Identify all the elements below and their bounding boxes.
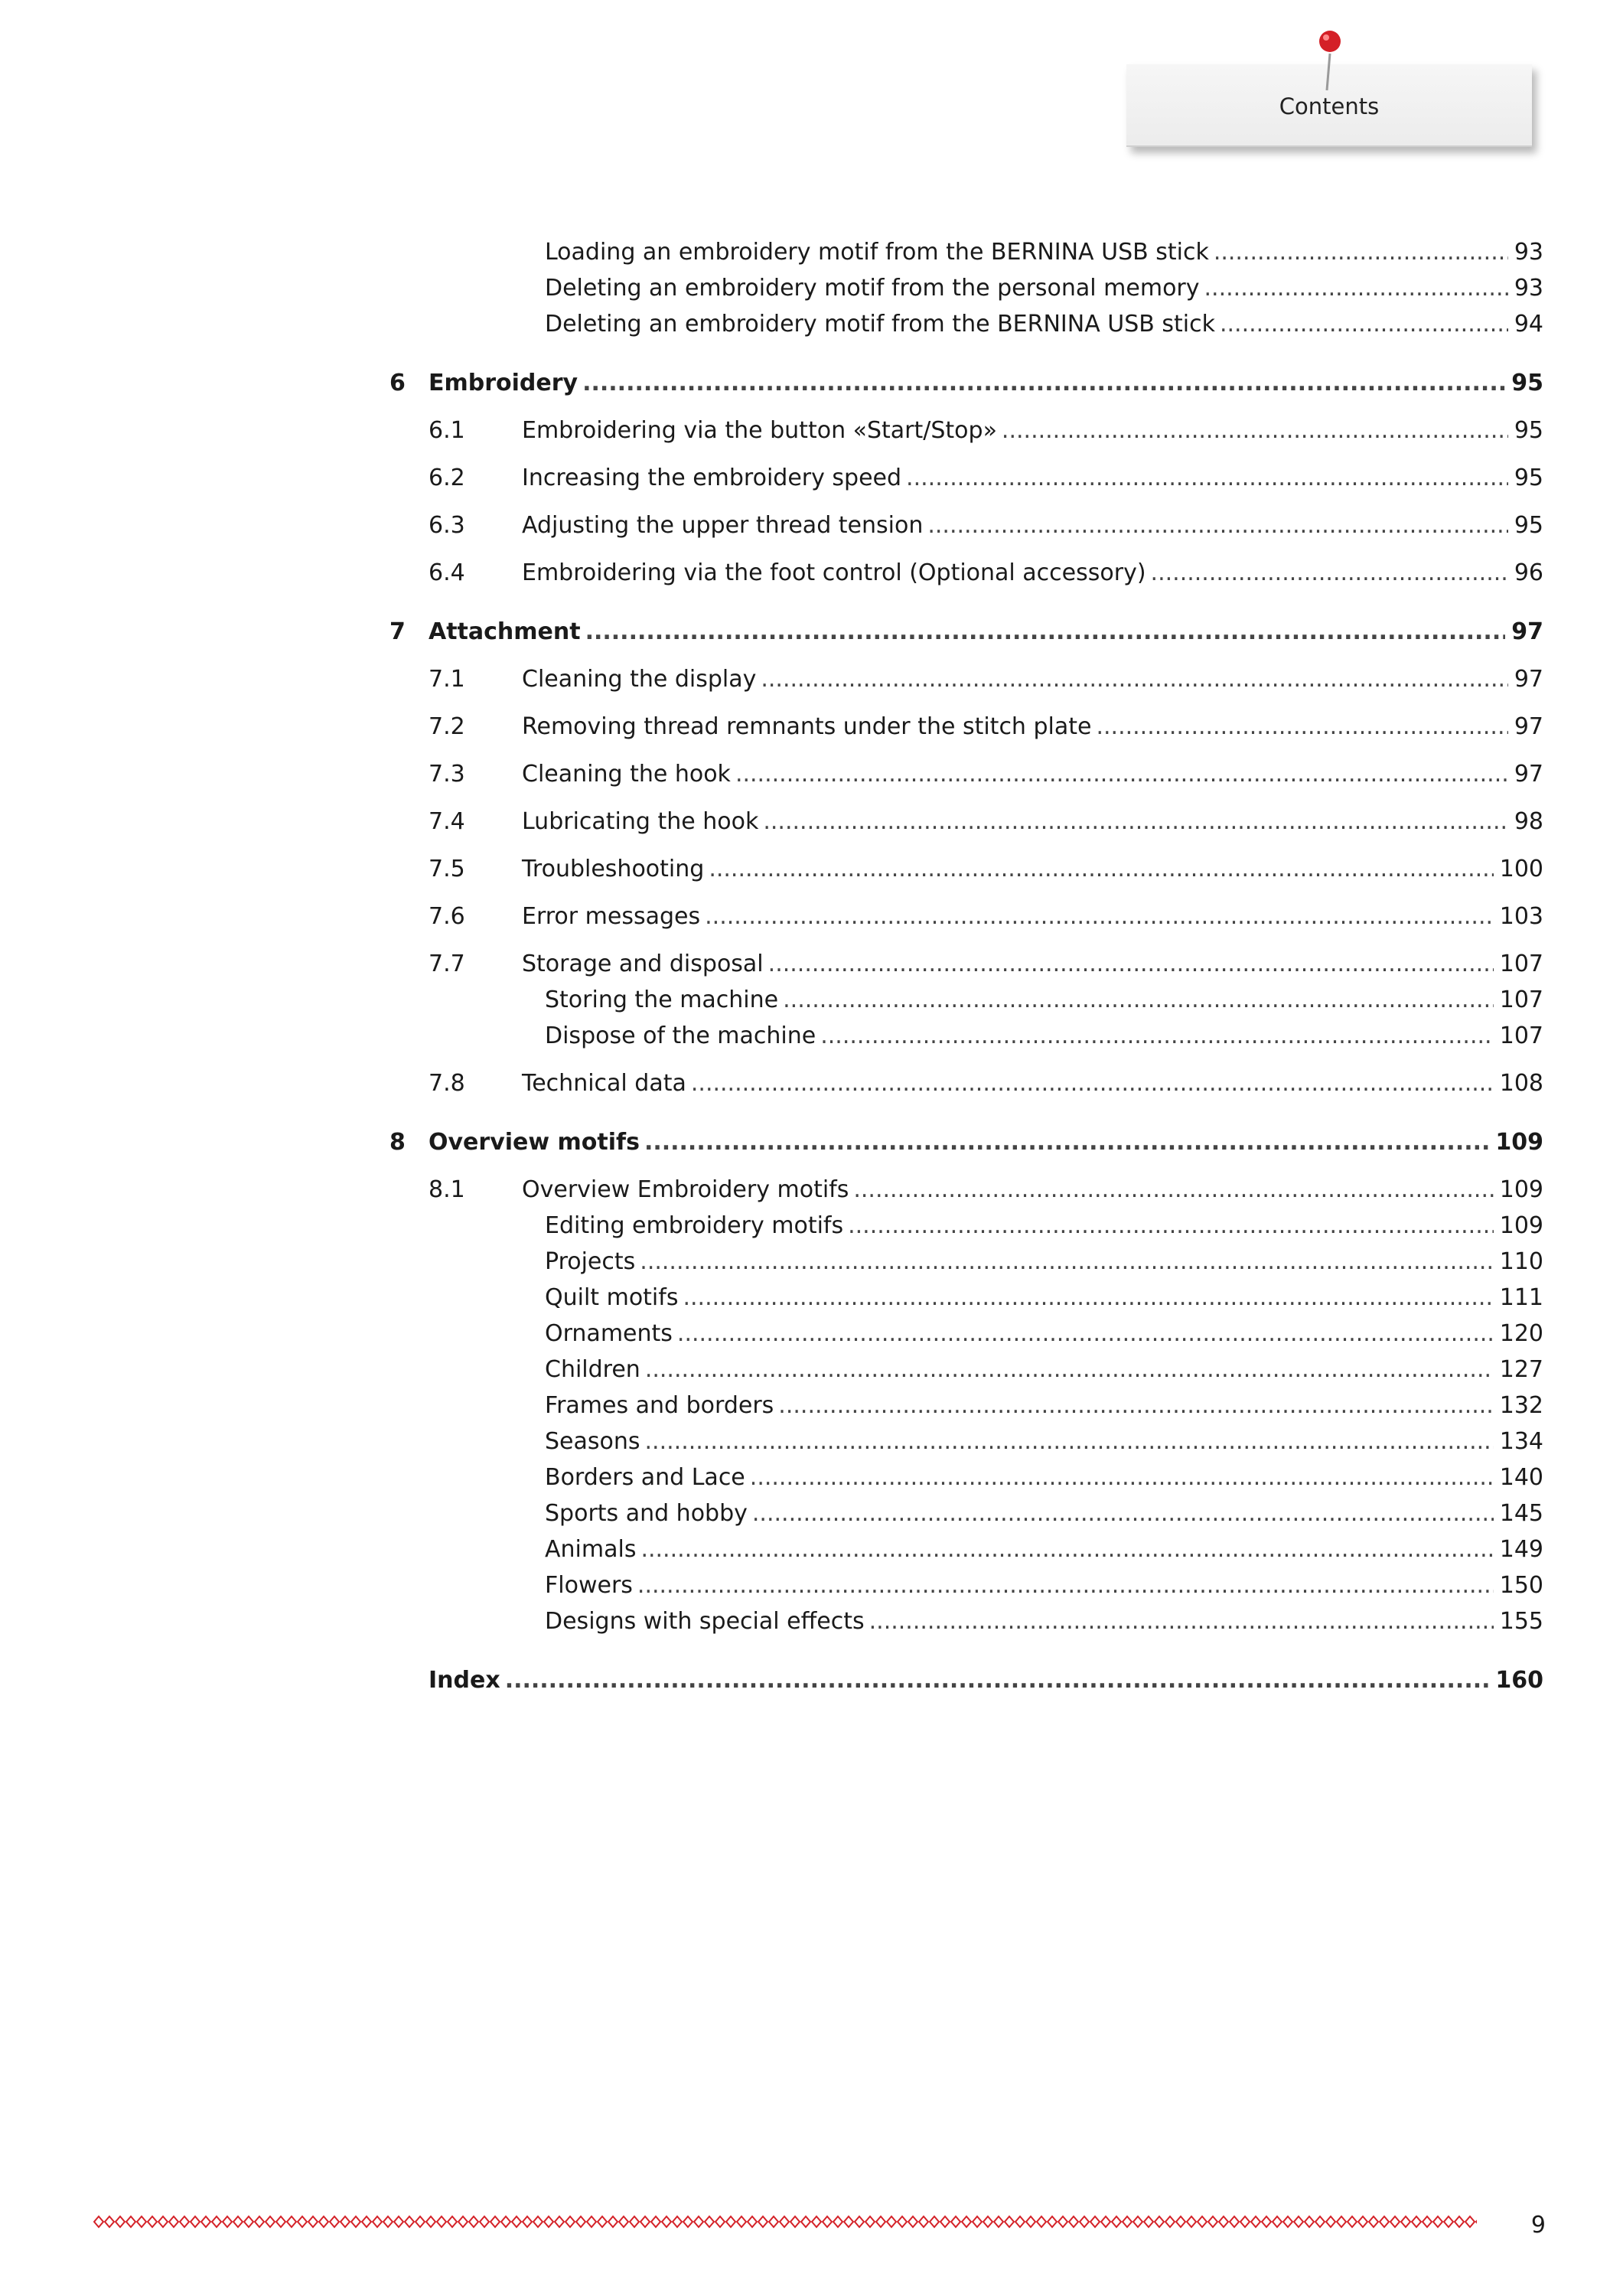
section-number: 7.2 (429, 713, 465, 740)
toc-section[interactable]: 6.4 Embroidering via the foot control (Optional accessory) ..... 96 (522, 558, 1543, 589)
pushpin-icon (1313, 23, 1347, 92)
tab-title: Contents (1279, 93, 1380, 119)
chapter-number: 8 (389, 1129, 406, 1156)
toc-section[interactable]: 7.6 Error messages ..... 103 (522, 902, 1543, 932)
toc-section[interactable]: 7.2 Removing thread remnants under the stitch plate ..... 97 (522, 712, 1543, 742)
section-number: 6.3 (429, 512, 465, 539)
chapter-number: 6 (389, 370, 406, 396)
section-number: 6.1 (429, 417, 465, 444)
chapter-number: 7 (389, 618, 406, 645)
toc-subentry[interactable]: Children ..... 127 (545, 1355, 1543, 1385)
toc-subentry[interactable]: Storing the machine ..... 107 (545, 985, 1543, 1016)
toc-section[interactable]: 6.3 Adjusting the upper thread tension ..... 95 (522, 510, 1543, 541)
toc-section[interactable]: 7.5 Troubleshooting ..... 100 (522, 854, 1543, 885)
toc-chapter[interactable]: 6 Embroidery ..... 95 (429, 368, 1543, 399)
toc-subentry[interactable]: Animals ..... 149 (545, 1534, 1543, 1565)
toc-section[interactable]: 6.2 Increasing the embroidery speed ..... 95 (522, 463, 1543, 494)
page-number: 9 (1530, 2212, 1546, 2239)
toc-subentry[interactable]: Deleting an embroidery motif from the BERNINA USB stick ..... 94 (545, 309, 1543, 340)
toc-subentry[interactable]: Quilt motifs ..... 111 (545, 1283, 1543, 1313)
footer-decorative-border (93, 2214, 1477, 2229)
section-number: 7.4 (429, 808, 465, 835)
section-number: 6.4 (429, 559, 465, 586)
toc-subentry[interactable]: Sports and hobby ..... 145 (545, 1499, 1543, 1529)
section-number: 7.8 (429, 1070, 465, 1097)
toc-chapter[interactable]: 8 Overview motifs ..... 109 (429, 1127, 1543, 1158)
toc-subentry[interactable]: Projects ..... 110 (545, 1247, 1543, 1277)
toc-section[interactable]: 6.1 Embroidering via the button «Start/Stop» ..... 95 (522, 416, 1543, 446)
section-number: 7.7 (429, 951, 465, 977)
toc-subentry[interactable]: Frames and borders ..... 132 (545, 1391, 1543, 1421)
toc-chapter[interactable]: 7 Attachment ..... 97 (429, 617, 1543, 647)
toc-section[interactable]: 7.3 Cleaning the hook ..... 97 (522, 759, 1543, 790)
toc-subentry[interactable]: Seasons ..... 134 (545, 1427, 1543, 1457)
toc-section[interactable]: 8.1 Overview Embroidery motifs ..... 109 (522, 1175, 1543, 1205)
section-number: 6.2 (429, 465, 465, 491)
toc-subentry[interactable]: Editing embroidery motifs ..... 109 (545, 1211, 1543, 1241)
toc-section[interactable]: 7.8 Technical data ..... 108 (522, 1068, 1543, 1099)
toc-subentry[interactable]: Ornaments ..... 120 (545, 1319, 1543, 1349)
section-number: 7.6 (429, 903, 465, 930)
toc-subentry[interactable]: Flowers ..... 150 (545, 1570, 1543, 1601)
toc-index[interactable]: Index ..... 160 (429, 1665, 1543, 1696)
toc-section[interactable]: 7.4 Lubricating the hook ..... 98 (522, 807, 1543, 837)
toc-subentry[interactable]: Loading an embroidery motif from the BERNINA USB stick ..... 93 (545, 237, 1543, 268)
section-number: 7.5 (429, 856, 465, 882)
section-number: 7.3 (429, 761, 465, 788)
toc-subentry[interactable]: Borders and Lace ..... 140 (545, 1463, 1543, 1493)
section-number: 8.1 (429, 1176, 465, 1203)
toc-subentry[interactable]: Deleting an embroidery motif from the personal memory ..... 93 (545, 273, 1543, 304)
toc-section[interactable]: 7.7 Storage and disposal ..... 107 (522, 949, 1543, 980)
section-number: 7.1 (429, 666, 465, 693)
toc-subentry[interactable]: Dispose of the machine ..... 107 (545, 1021, 1543, 1052)
toc-section[interactable]: 7.1 Cleaning the display ..... 97 (522, 664, 1543, 695)
toc-subentry[interactable]: Designs with special effects ..... 155 (545, 1606, 1543, 1637)
